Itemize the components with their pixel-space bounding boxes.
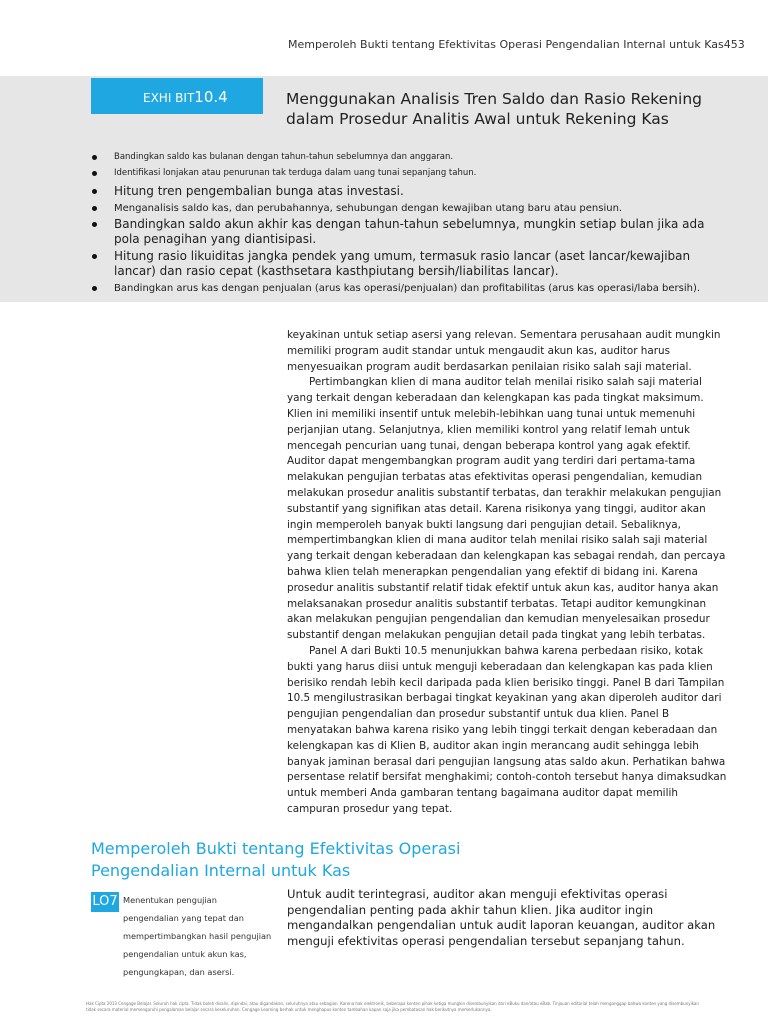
running-head: Memperoleh Bukti tentang Efektivitas Operasi Pengendalian Internal untuk Kas453	[288, 38, 745, 51]
exhibit-tag-number: 10.4	[194, 88, 228, 106]
body-text-column	[287, 328, 729, 818]
copyright-footer: Hak Cipta 2013 Cengage Belajar. Seluruh hak cipta. Tidak boleh disalin, dipindai, atau digandakan, seluruhnya atau sebagian. Karena hak elektronik, beberapa konten pihak ketiga mungkin disembunyikan dari eBuku dan/atau eBab. Tinjauan editorial telah menganggap bahwa konten yang disembunyikan tidak secara material memengaruhi pengalaman belajar secara keseluruhan. Cengage Learning berhak untuk menghapus konten tambahan kapan saja jika pembatasan hak berikutnya memerlukannya.	[86, 1001, 699, 1012]
exhibit-bullet: Hitung rasio likuiditas jangka pendek yang umum, termasuk rasio lancar (aset lancar/kewajiban lancar) dan rasio cepat (kasthsetara kasthpiutang bersih/liabilitas lancar).	[92, 249, 732, 280]
exhibit-bullet: Identifikasi lonjakan atau penurunan tak terduga dalam uang tunai sepanjang tahun.	[92, 168, 732, 179]
exhibit-bullet: Hitung tren pengembalian bunga atas investasi.	[92, 184, 732, 200]
exhibit-tag-prefix: EXHI BIT	[143, 91, 195, 105]
section-paragraph: Untuk audit terintegrasi, auditor akan menguji efektivitas operasi pengendalian penting pada akhir tahun klien. Jika auditor ingin mengandalkan pengendalian untuk audit laporan keuangan, auditor akan menguji efektivitas operasi pengendalian tersebut sepanjang tahun.	[287, 887, 716, 948]
section-heading: Memperoleh Bukti tentang Efektivitas Operasi Pengendalian Internal untuk Kas	[91, 839, 461, 880]
exhibit-title: Menggunakan Analisis Tren Saldo dan Rasio Rekening dalam Prosedur Analitis Awal untuk Rekening Kas	[286, 90, 703, 128]
exhibit-bullet: Bandingkan saldo akun akhir kas dengan tahun-tahun sebelumnya, mungkin setiap bulan jika ada pola penagihan yang diantisipasi.	[92, 217, 732, 248]
body-paragraph: Panel A dari Bukti 10.5 menunjukkan bahwa karena perbedaan risiko, kotak bukti yang harus diisi untuk menguji keberadaan dan kelengkapan kas pada klien berisiko rendah lebih kecil daripada pada klien berisiko tinggi. Panel B dari Tampilan 10.5 mengilustrasikan berbagai tingkat keyakinan yang akan diperoleh auditor dari pengujian pengendalian dan prosedur substantif untuk dua klien. Panel B menyatakan bahwa karena risiko yang lebih tinggi terkait dengan keberadaan dan kelengkapan kas di Klien B, auditor akan ingin merancang audit sehingga lebih banyak jaminan berasal dari pengujian langsung atas saldo akun. Perhatikan bahwa persentase relatif bersifat menghakimi; contoh-contoh tersebut hanya dimaksudkan untuk memberi Anda gambaran tentang bagaimana auditor dapat memilih campuran prosedur yang tepat.	[287, 644, 727, 815]
learning-objective-text: Menentukan pengujian pengendalian yang tepat dan mempertimbangkan hasil pengujian pengendalian untuk akun kas, pengungkapan, dan asersi.	[123, 895, 272, 977]
exhibit-bullet: Bandingkan arus kas dengan penjualan (arus kas operasi/penjualan) dan profitabilitas (arus kas operasi/laba bersih).	[92, 282, 732, 295]
body-paragraph: keyakinan untuk setiap asersi yang relevan. Sementara perusahaan audit mungkin memiliki program audit standar untuk mengaudit akun kas, auditor harus menyesuaikan program audit berdasarkan penilaian risiko salah saji material.	[287, 329, 721, 373]
exhibit-bullet: Bandingkan saldo kas bulanan dengan tahun-tahun sebelumnya dan anggaran.	[92, 152, 732, 163]
learning-objective-badge: LO7	[91, 892, 119, 912]
exhibit-bullet: Menganalisis saldo kas, dan perubahannya, sehubungan dengan kewajiban utang baru atau pensiun.	[92, 202, 732, 215]
exhibit-bullet-list	[92, 150, 732, 297]
exhibit-tag	[91, 78, 263, 114]
body-paragraph: Pertimbangkan klien di mana auditor telah menilai risiko salah saji material yang terkait dengan keberadaan dan kelengkapan kas pada tingkat maksimum. Klien ini memiliki insentif untuk melebih-lebihkan uang tunai untuk memenuhi perjanjian utang. Selanjutnya, klien memiliki kontrol yang relatif lemah untuk mencegah pencurian uang tunai, dengan beberapa kontrol yang agak efektif. Auditor dapat mengembangkan program audit yang terdiri dari pertama-tama melakukan pengujian terbatas atas efektivitas operasi pengendalian, kemudian melakukan prosedur analitis substantif terbatas, dan terakhir melakukan pengujian substantif yang signifikan atas detail. Karena risikonya yang tinggi, auditor akan ingin memperoleh banyak bukti langsung dari pengujian detail. Sebaliknya, mempertimbangkan klien di mana auditor telah menilai risiko salah saji material yang terkait dengan keberadaan dan kelengkapan kas sebagai rendah, dan percaya bahwa klien telah menerapkan pengendalian yang efektif di bidang ini. Karena prosedur analitis substantif relatif tidak efektif untuk akun kas, auditor hanya akan melaksanakan prosedur analitis substantif terbatas. Tetapi auditor kemungkinan akan melakukan pengujian pengendalian dan kemudian menyelesaikan prosedur substantif dengan melakukan pengujian detail pada tingkat yang lebih terbatas.	[287, 376, 726, 642]
